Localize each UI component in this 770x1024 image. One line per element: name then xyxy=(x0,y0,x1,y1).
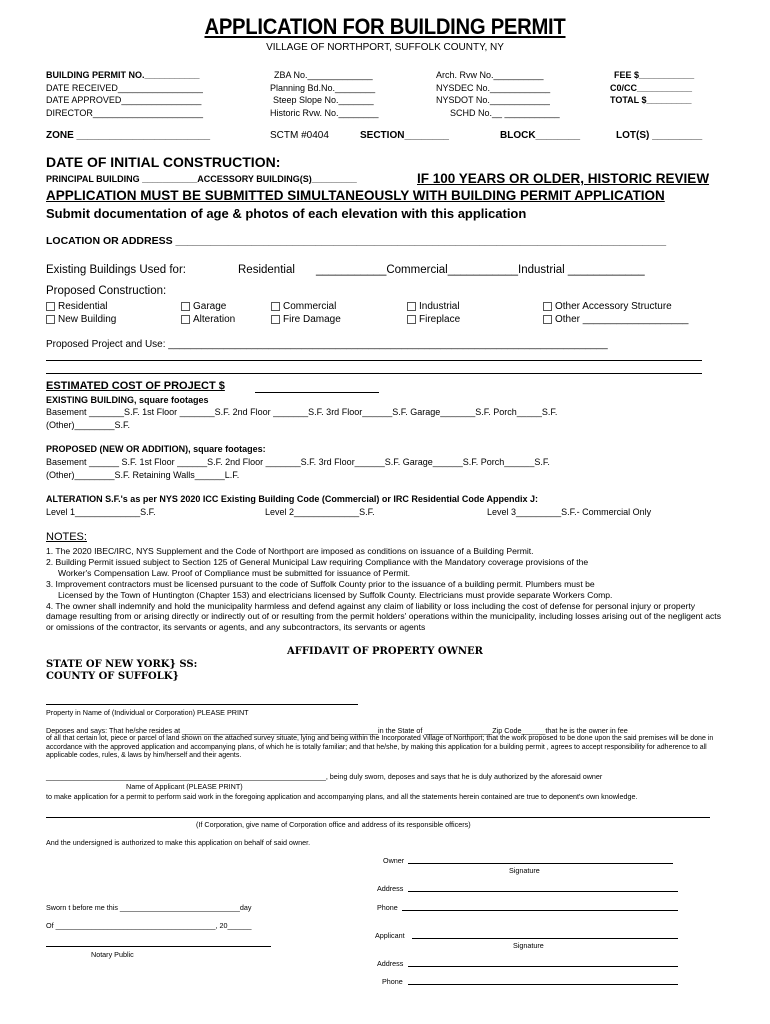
note-3a: 3. Improvement contractors must be licensed pursuant to the code of Suffolk County prior to the issuance of a building permit. Plumbers must be xyxy=(46,579,595,589)
office-col-1 xyxy=(46,69,203,119)
total-field[interactable]: TOTAL $_________ xyxy=(610,95,692,105)
proposed-other-sqft[interactable]: (Other)________S.F. Retaining Walls______L.F. xyxy=(46,470,240,480)
schd-field[interactable]: SCHD No.__ ___________ xyxy=(450,107,560,118)
checkbox-label: Commercial xyxy=(283,301,337,312)
checkbox-other[interactable] xyxy=(543,314,688,325)
permit-no-field[interactable]: BUILDING PERMIT NO.___________ xyxy=(46,70,200,80)
existing-other-sqft[interactable]: (Other)________S.F. xyxy=(46,420,131,430)
applicant-label: Applicant xyxy=(375,931,405,940)
checkbox-icon xyxy=(271,302,280,311)
date-approved-field[interactable]: DATE APPROVED________________ xyxy=(46,95,202,105)
applicant-signature-line[interactable] xyxy=(412,938,678,939)
existing-commercial-industrial-fields[interactable]: ___________Commercial___________Industrial ____________ xyxy=(316,264,645,276)
level-3-field[interactable]: Level 3_________S.F.- Commercial Only xyxy=(487,507,652,517)
applicant-signature-caption: Signature xyxy=(513,941,544,950)
deposes-text: of all that certain lot, piece or parcel of land shown on the attached survey situate, lying and being within the Incorporated Village of Northport; that the work proposed to be done upon the said premises will be done in accordance with the approved application and accompanying plans, of which he is totally familiar; and that he/she, by making this application for a building permit , agrees to accept responsibility for adherence to all applicable codes, rules, & laws by him/herself and their agents. xyxy=(46,735,714,760)
note-4: 4. The owner shall indemnify and hold the municipality harmless and defend against any claim of liability or loss including the cost of defense for personal injury or property damage resulting from or arising directly or indirectly out of or resulting from the permit holders' operations within the municipality, including losses arising out of the negligent acts or omissions of the contractor, its servants or agents, and any subcontractors, its servants or agents xyxy=(46,601,721,632)
checkbox-label: Fireplace xyxy=(419,314,461,325)
owner-label: Owner xyxy=(383,856,405,865)
authorized-text: And the undersigned is authorized to make this application on behalf of said owner. xyxy=(46,838,311,847)
project-use-line-2[interactable] xyxy=(46,360,702,361)
level-2-field[interactable]: Level 2_____________S.F. xyxy=(265,507,375,517)
checkbox-new-building[interactable] xyxy=(46,314,116,325)
project-use-field[interactable]: Proposed Project and Use: _______________________________________________________________________________ xyxy=(46,339,608,350)
applicant-phone-label: Phone xyxy=(382,977,403,986)
checkbox-alteration[interactable] xyxy=(181,314,235,325)
checkbox-icon xyxy=(181,302,190,311)
existing-buildings-label: Existing Buildings Used for: xyxy=(46,264,186,276)
notary-public-caption: Notary Public xyxy=(91,950,134,959)
existing-residential-option[interactable]: Residential xyxy=(238,264,295,276)
checkbox-fire-damage[interactable] xyxy=(271,314,341,325)
deposes-line[interactable]: Deposes and says: That he/she resides at _________________________________________________in the State of _________________Zip Code______that he is the owner in fee xyxy=(46,726,628,735)
arch-rvw-field[interactable]: Arch. Rvw No.__________ xyxy=(436,70,544,80)
coc-field[interactable]: C0/CC___________ xyxy=(610,82,693,93)
corporation-line[interactable] xyxy=(46,817,710,818)
checkbox-icon xyxy=(271,315,280,324)
checkbox-label: Alteration xyxy=(193,314,236,325)
office-col-4 xyxy=(610,69,694,107)
checkbox-label: Residential xyxy=(58,301,108,312)
steep-slope-field[interactable]: Steep Slope No._______ xyxy=(273,95,374,105)
state-label: STATE OF NEW YORK} SS: xyxy=(46,659,198,670)
checkbox-icon xyxy=(46,315,55,324)
notes-heading: NOTES: xyxy=(46,531,87,543)
nysdec-field[interactable]: NYSDEC No.____________ xyxy=(436,82,551,93)
section-field[interactable]: SECTION________ xyxy=(360,130,449,141)
page-subtitle: VILLAGE OF NORTHPORT, SUFFOLK COUNTY, NY xyxy=(266,42,504,53)
applicant-name-caption: Name of Applicant (PLEASE PRINT) xyxy=(126,782,243,791)
checkbox-label: Garage xyxy=(193,301,227,312)
checkbox-label: Fire Damage xyxy=(283,314,341,325)
owner-phone-line[interactable] xyxy=(402,910,678,911)
estimated-cost-label: ESTIMATED COST OF PROJECT $ xyxy=(46,380,225,392)
property-name-caption: Property in Name of (Individual or Corporation) PLEASE PRINT xyxy=(46,708,249,717)
block-field[interactable]: BLOCK________ xyxy=(500,130,581,141)
date-initial-construction-heading: DATE OF INITIAL CONSTRUCTION: xyxy=(46,154,281,170)
location-field[interactable]: LOCATION OR ADDRESS ____________________________________________________________________________________ xyxy=(46,235,667,247)
date-received-field[interactable]: DATE RECEIVED_________________ xyxy=(46,82,203,93)
fee-field[interactable]: FEE $___________ xyxy=(614,70,695,80)
note-2a: 2. Building Permit issued subject to Section 125 of General Municipal Law requiring Compliance with the Mandatory coverage provisions of the xyxy=(46,557,589,567)
property-name-line[interactable] xyxy=(46,704,358,705)
checkbox-icon xyxy=(543,315,552,324)
of-date-field[interactable]: Of ________________________________________, 20______ xyxy=(46,921,252,930)
checkbox-residential[interactable] xyxy=(46,301,107,312)
principal-accessory-field[interactable]: PRINCIPAL BUILDING ___________ACCESSORY BUILDING(S)_________ xyxy=(46,174,357,184)
county-label: COUNTY OF SUFFOLK} xyxy=(46,671,179,682)
checkbox-icon xyxy=(407,302,416,311)
checkbox-icon xyxy=(407,315,416,324)
historic-rvw-field[interactable]: Historic Rvw. No.________ xyxy=(270,107,379,118)
applicant-address-label: Address xyxy=(377,959,404,968)
sctm-label: SCTM #0404 xyxy=(270,130,329,141)
office-col-2 xyxy=(270,69,379,119)
checkbox-label: New Building xyxy=(58,314,117,325)
corporation-caption: (If Corporation, give name of Corporation office and address of its responsible officers) xyxy=(196,820,471,829)
checkbox-other-accessory[interactable] xyxy=(543,301,672,312)
proposed-sqft-row[interactable]: Basement ______ S.F. 1st Floor ______S.F. 2nd Floor _______S.F. 3rd Floor______S.F. Garage______S.F. Porch______S.F. xyxy=(46,457,550,467)
checkbox-icon xyxy=(181,315,190,324)
notary-signature-line[interactable] xyxy=(46,946,271,947)
make-application-text: to make application for a permit to perform said work in the foregoing application and accompanying plans, and all the statements herein contained are true to deponent's own knowledge. xyxy=(46,792,638,801)
owner-address-line[interactable] xyxy=(408,891,678,892)
nysdot-field[interactable]: NYSDOT No.____________ xyxy=(436,95,550,105)
owner-address-label: Address xyxy=(377,884,404,893)
office-col-3 xyxy=(436,69,560,119)
affidavit-heading: AFFIDAVIT OF PROPERTY OWNER xyxy=(287,646,483,657)
simultaneous-notice: APPLICATION MUST BE SUBMITTED SIMULTANEOUSLY WITH BUILDING PERMIT APPLICATION xyxy=(46,188,665,203)
planning-field[interactable]: Planning Bd.No.________ xyxy=(270,82,376,93)
applicant-phone-line[interactable] xyxy=(408,984,678,985)
estimated-cost-field[interactable] xyxy=(255,392,379,393)
proposed-construction-label: Proposed Construction: xyxy=(46,285,167,297)
existing-sqft-row[interactable]: Basement _______S.F. 1st Floor _______S.F. 2nd Floor _______S.F. 3rd Floor______S.F. Garage_______S.F. Porch_____S.F. xyxy=(46,407,558,417)
note-3b: Licensed by the Town of Huntington (Chapter 153) and electricians licensed by Suffolk County. Electricians must provide separate Workers Comp. xyxy=(58,590,613,600)
page-title: APPLICATION FOR BUILDING PERMIT xyxy=(204,14,566,39)
checkbox-garage[interactable] xyxy=(181,301,226,312)
level-1-field[interactable]: Level 1_____________S.F. xyxy=(46,507,156,517)
checkbox-commercial[interactable] xyxy=(271,301,336,312)
lots-field[interactable]: LOT(S) _________ xyxy=(616,130,703,141)
checkbox-fireplace[interactable] xyxy=(407,314,460,325)
project-use-line-3[interactable] xyxy=(46,373,702,374)
applicant-sworn-line[interactable]: ______________________________________________________________________, being duly sworn, deposes and says that he is duly authorized by the aforesaid owner xyxy=(46,772,603,781)
checkbox-label: Industrial xyxy=(419,301,460,312)
zone-field[interactable]: ZONE ________________________ xyxy=(46,130,211,141)
historic-review-notice: IF 100 YEARS OR OLDER, HISTORIC REVIEW xyxy=(417,171,710,186)
owner-signature-line[interactable] xyxy=(408,863,673,864)
sworn-before-field[interactable]: Sworn t before me this ______________________________day xyxy=(46,903,252,912)
submit-docs-notice: Submit documentation of age & photos of each elevation with this application xyxy=(46,206,527,221)
checkbox-icon xyxy=(46,302,55,311)
owner-signature-caption: Signature xyxy=(509,866,540,875)
checkbox-industrial[interactable] xyxy=(407,301,460,312)
applicant-address-line[interactable] xyxy=(408,966,678,967)
checkbox-icon xyxy=(543,302,552,311)
checkbox-label: Other ___________________ xyxy=(555,314,689,325)
checkbox-label: Other Accessory Structure xyxy=(555,301,672,312)
zba-field[interactable]: ZBA No._____________ xyxy=(274,70,373,80)
existing-building-heading: EXISTING BUILDING, square footages xyxy=(46,395,209,405)
director-field[interactable]: DIRECTOR______________________ xyxy=(46,107,203,118)
proposed-heading: PROPOSED (NEW OR ADDITION), square footages: xyxy=(46,444,266,454)
note-1: 1. The 2020 IBEC/IRC, NYS Supplement and the Code of Northport are imposed as conditions on issuance of a Building Permit. xyxy=(46,546,534,556)
note-2b: Worker's Compensation Law. Proof of Compliance must be submitted for issuance of Permit. xyxy=(58,568,411,578)
owner-phone-label: Phone xyxy=(377,903,398,912)
alteration-heading: ALTERATION S.F.'s as per NYS 2020 ICC Existing Building Code (Commercial) or IRC Residential Code Appendix J: xyxy=(46,494,539,504)
